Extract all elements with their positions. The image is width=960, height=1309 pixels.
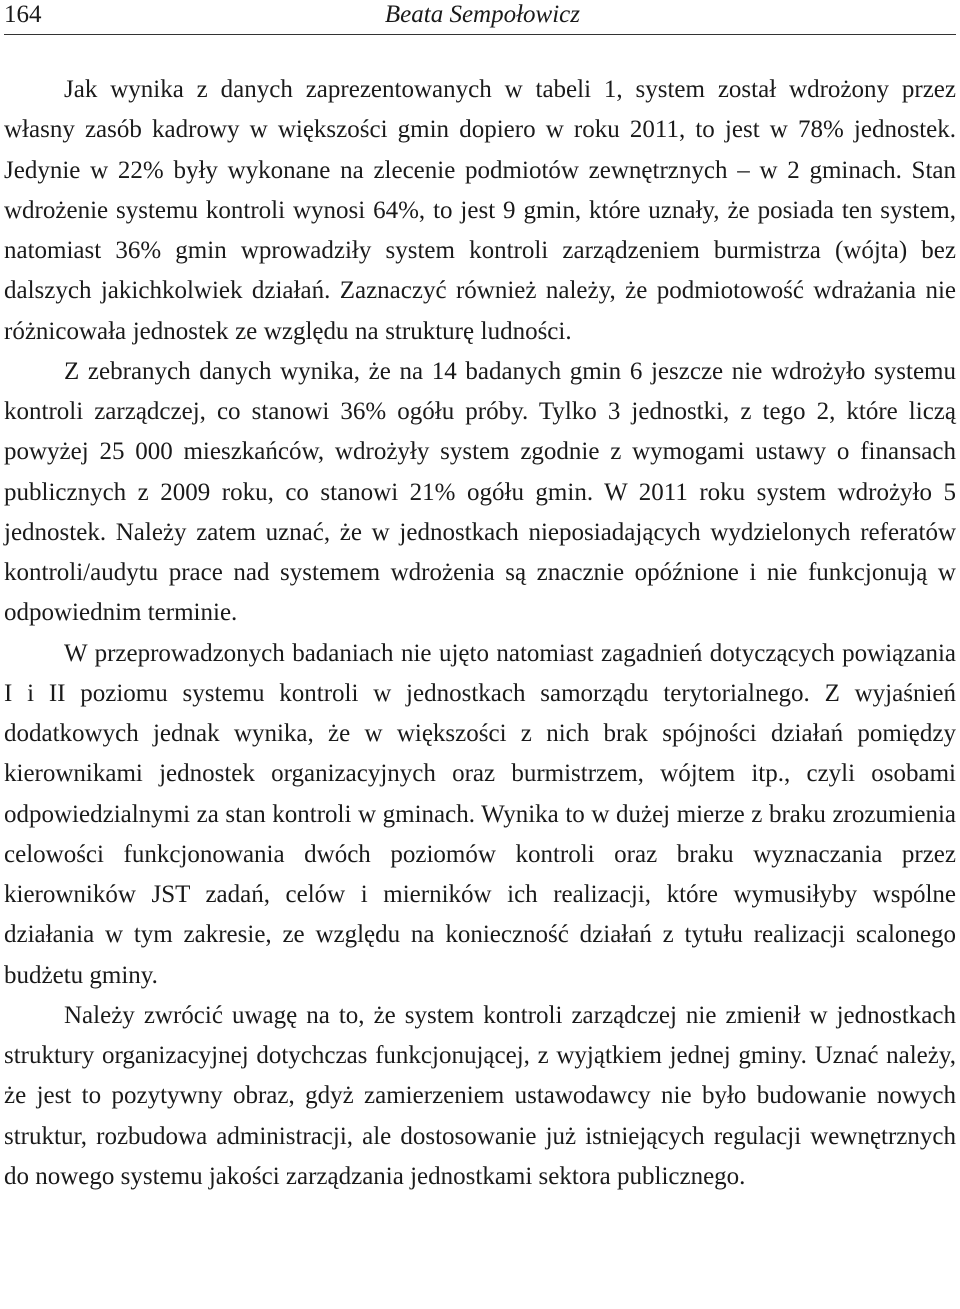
page-number: 164: [4, 1, 42, 28]
paragraph: Z zebranych danych wynika, że na 14 badanych gmin 6 jeszcze nie wdrożyło systemu kontroli zarządczej, co stanowi 36% ogółu próby. Tylko 3 jednostki, z tego 2, które liczą powyżej 25 000 mieszkańców, wdrożyły system zgodnie z wymogami ustawy o finansach publicznych z 2009 roku, co stanowi 21% ogółu gmin. W 2011 roku system wdrożyło 5 jednostek. Należy zatem uznać, że w jednostkach nieposiadających wydzielonych referatów kontroli/audytu prace nad systemem wdrożenia są znacznie opóźnione i nie funkcjonują w odpowiednim terminie.: [4, 357, 956, 627]
paragraph: Należy zwrócić uwagę na to, że system kontroli zarządczej nie zmienił w jednostkach struktury organizacyjnej dotychczas funkcjonującej, z wyjątkiem jednej gminy. Uznać należy, że jest to pozytywny obraz, gdyż zamierzeniem ustawodawcy nie było budowanie nowych struktur, rozbudowa administracji, ale dostosowanie już istniejących regulacji wewnętrznych do nowego systemu jakości zarządzania jednostkami sektora publicznego.: [4, 1001, 956, 1190]
running-header: [4, 0, 956, 35]
body-text: [4, 70, 956, 1197]
running-title-author: Beata Sempołowicz: [384, 1, 580, 28]
paragraph: W przeprowadzonych badaniach nie ujęto natomiast zagadnień dotyczących powiązania I i II poziomu systemu kontroli w jednostkach samorządu terytorialnego. Z wyjaśnień dodatkowych jednak wynika, że w większości z nich brak spójności działań pomiędzy kierownikami jednostek organizacyjnych oraz burmistrzem, wójtem itp., czyli osobami odpowiedzialnymi za stan kontroli w gminach. Wynika to w dużej mierze z braku zrozumienia celowości funkcjonowania dwóch poziomów kontroli oraz braku wyznaczania przez kierowników JST zadań, celów i mierników ich realizacji, które wymusiłyby wspólne działania w tym zakresie, ze względu na konieczność działań z tytułu realizacji scalonego budżetu gminy.: [4, 639, 956, 989]
paragraph: Jak wynika z danych zaprezentowanych w tabeli 1, system został wdrożony przez własny zasób kadrowy w większości gmin dopiero w roku 2011, to jest w 78% jednostek. Jedynie w 22% były wykonane na zlecenie podmiotów zewnętrznych – w 2 gminach. Stan wdrożenie systemu kontroli wynosi 64%, to jest 9 gmin, które uznały, że posiada ten system, natomiast 36% gmin wprowadziły system kontroli zarządzeniem burmistrza (wójta) bez dalszych jakichkolwiek działań. Zaznaczyć również należy, że podmiotowość wdrażania nie różnicowała jednostek ze względu na strukturę ludności.: [4, 76, 956, 345]
